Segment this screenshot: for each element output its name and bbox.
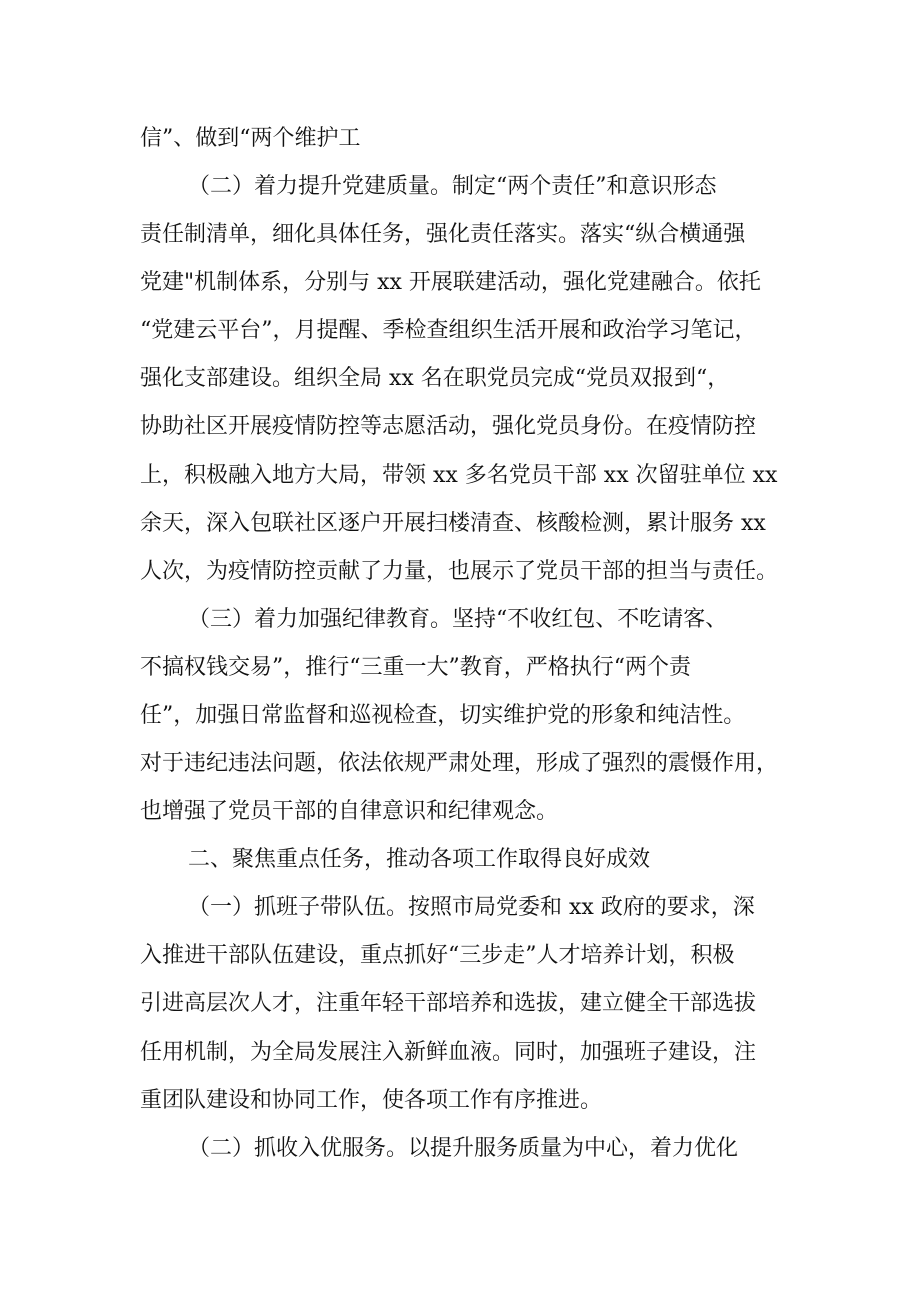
text-line: 重团队建设和协同工作，使各项工作有序推进。 <box>140 1088 603 1113</box>
text-line: 入推进干部队伍建设，重点抓好“三步走”人才培养计划，积极 <box>140 943 735 968</box>
text-line: （三）着力加强纪律教育。坚持“不收红包、不吃请客、 <box>188 607 728 632</box>
text-line: （二）抓收入优服务。以提升服务质量为中心，着力优化 <box>188 1136 739 1161</box>
text-line: 余天，深入包联社区逐户开展扫楼清查、核酸检测，累计服务 xx <box>140 511 766 536</box>
text-line: 任用机制，为全局发展注入新鲜血液。同时，加强班子建设，注 <box>140 1040 757 1065</box>
text-line: 党建"机制体系，分别与 xx 开展联建活动，强化党建融合。依托 <box>140 270 761 295</box>
text-line: （二）着力提升党建质量。制定“两个责任”和意识形态 <box>188 174 717 199</box>
text-line: 人次，为疫情防控贡献了力量，也展示了党员干部的担当与责任。 <box>140 559 779 584</box>
text-line: 上，积极融入地方大局，带领 xx 多名党员干部 xx 次留驻单位 xx <box>140 463 778 488</box>
text-line: “党建云平台”，月提醒、季检查组织生活开展和政治学习笔记， <box>140 318 757 343</box>
text-line: （一）抓班子带队伍。按照市局党委和 xx 政府的要求，深 <box>188 895 755 920</box>
text-line: 协助社区开展疫情防控等志愿活动，强化党员身份。在疫情防控 <box>140 414 757 439</box>
text-line: 信”、做到“两个维护工 <box>140 126 361 151</box>
text-line: 也增强了党员干部的自律意识和纪律观念。 <box>140 799 559 824</box>
text-line: 对于违纪违法问题，依法依规严肃处理，形成了强烈的震慑作用， <box>140 751 779 776</box>
text-line: 强化支部建设。组织全局 xx 名在职党员完成“党员双报到“， <box>140 366 730 391</box>
section-heading: 二、聚焦重点任务，推动各项工作取得良好成效 <box>188 847 651 872</box>
text-line: 任”，加强日常监督和巡视检查，切实维护党的形象和纯洁性。 <box>140 703 746 728</box>
text-line: 责任制清单，细化具体任务，强化责任落实。落实“纵合横通强 <box>140 222 746 247</box>
text-line: 引进高层次人才，注重年轻干部培养和选拔，建立健全干部选拔 <box>140 991 757 1016</box>
text-line: 不搞权钱交易”，推行“三重一大”教育，严格执行“两个责 <box>140 655 691 680</box>
